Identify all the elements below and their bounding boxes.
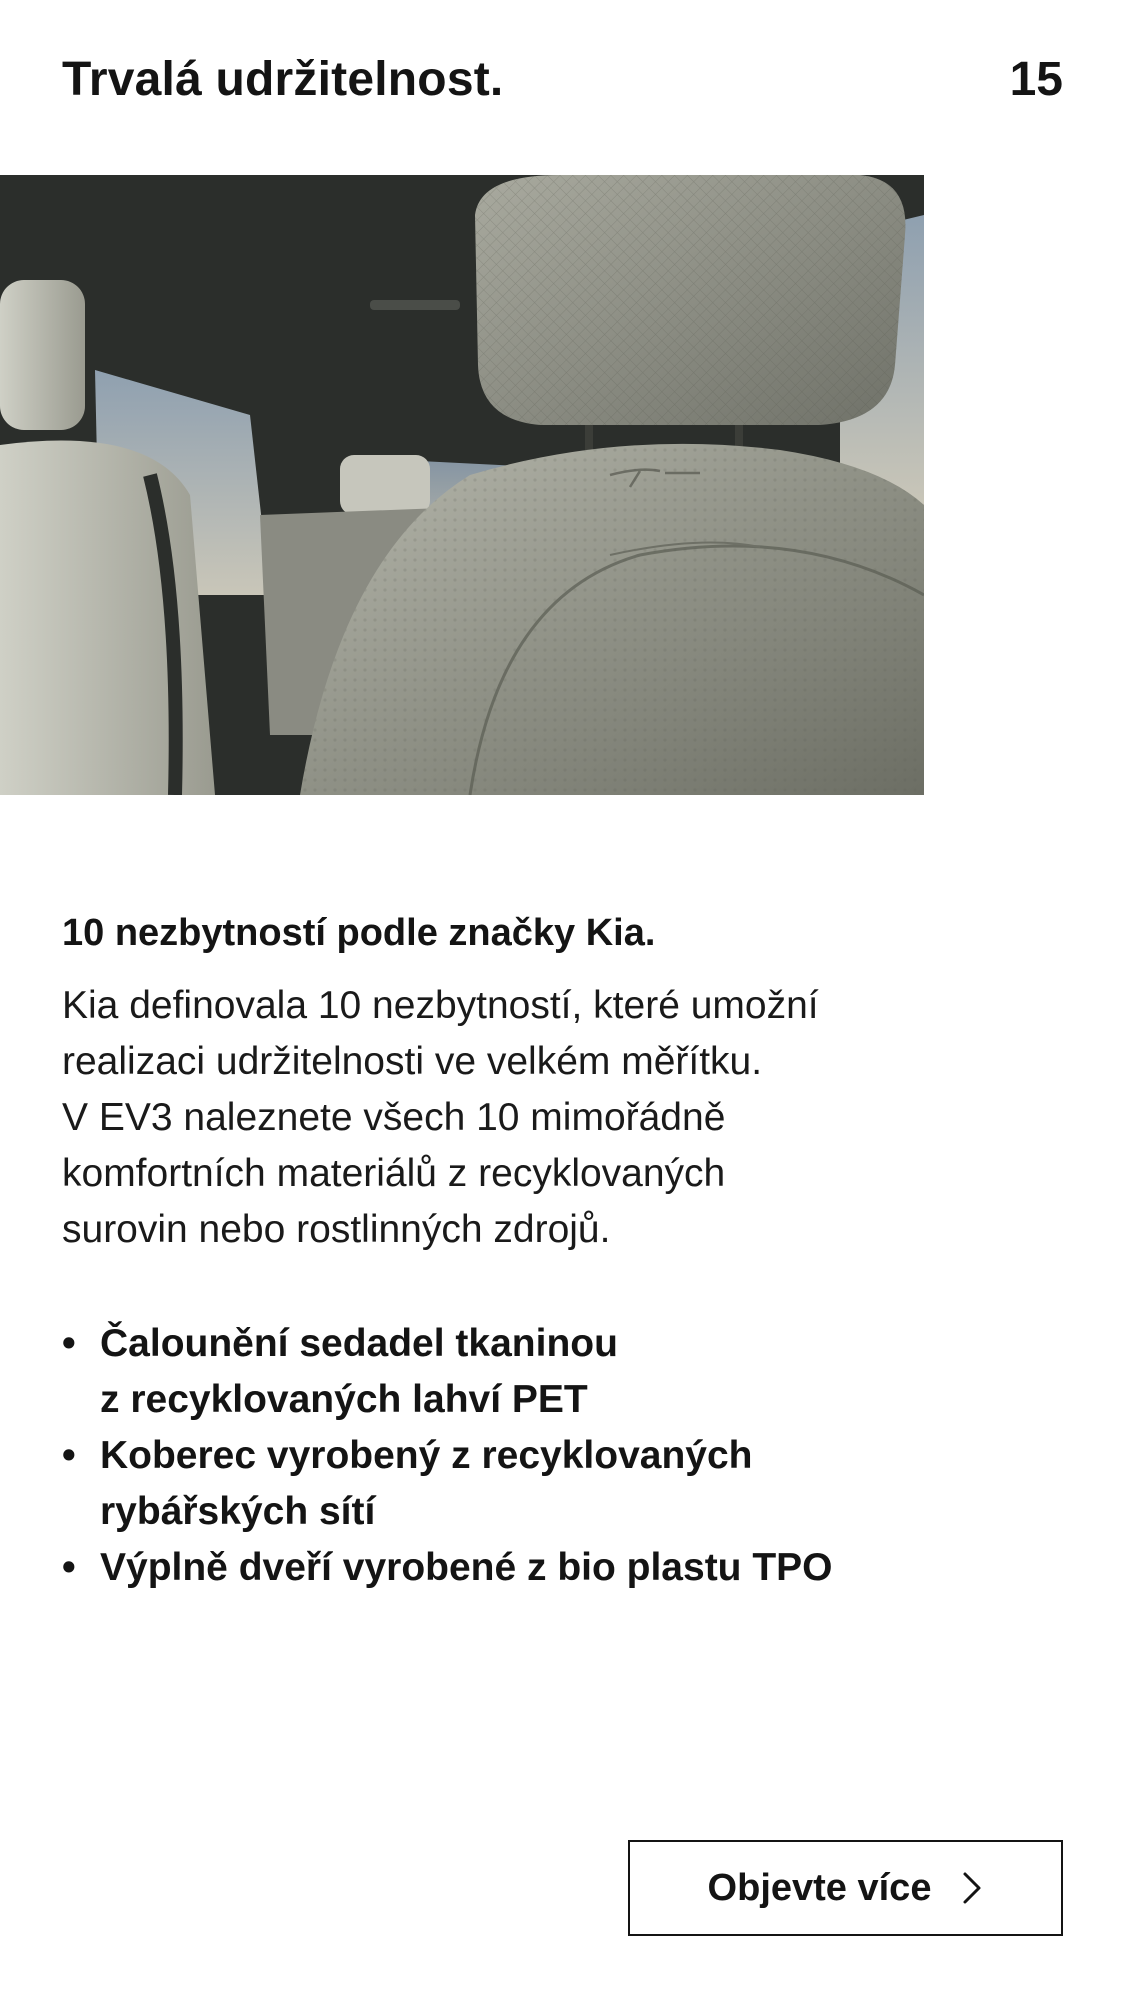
section-heading: 10 nezbytností podle značky Kia.: [62, 912, 656, 954]
page-title: Trvalá udržitelnost.: [62, 53, 504, 106]
body-line: Kia definovala 10 nezbytností, které umožní: [62, 984, 819, 1027]
chevron-right-icon: [961, 1871, 983, 1905]
bullet-line: rybářských sítí: [100, 1490, 376, 1533]
section-body: [62, 978, 962, 1258]
bullet-item: [62, 1428, 1062, 1540]
bullet-line: z recyklovaných lahví PET: [100, 1378, 588, 1421]
page-number: 15: [1009, 53, 1063, 106]
bullet-item: [62, 1316, 1062, 1428]
body-line: surovin nebo rostlinných zdrojů.: [62, 1208, 611, 1251]
hero-image: [0, 175, 924, 795]
body-line: komfortních materiálů z recyklovaných: [62, 1152, 726, 1195]
bullet-icon: •: [62, 1546, 76, 1589]
bullet-icon: •: [62, 1322, 76, 1365]
discover-more-button[interactable]: [628, 1840, 1063, 1936]
body-line: V EV3 naleznete všech 10 mimořádně: [62, 1096, 726, 1139]
bullet-line: Čalounění sedadel tkaninou: [100, 1322, 618, 1365]
body-line: realizaci udržitelnosti ve velkém měřítku.: [62, 1040, 763, 1083]
bullet-line: Koberec vyrobený z recyklovaných: [100, 1434, 753, 1477]
bullet-list: [62, 1316, 1062, 1596]
discover-more-label: Objevte více: [707, 1866, 932, 1909]
bullet-item: [62, 1540, 1062, 1596]
bullet-line: Výplně dveří vyrobené z bio plastu TPO: [100, 1546, 833, 1589]
bullet-icon: •: [62, 1434, 76, 1477]
